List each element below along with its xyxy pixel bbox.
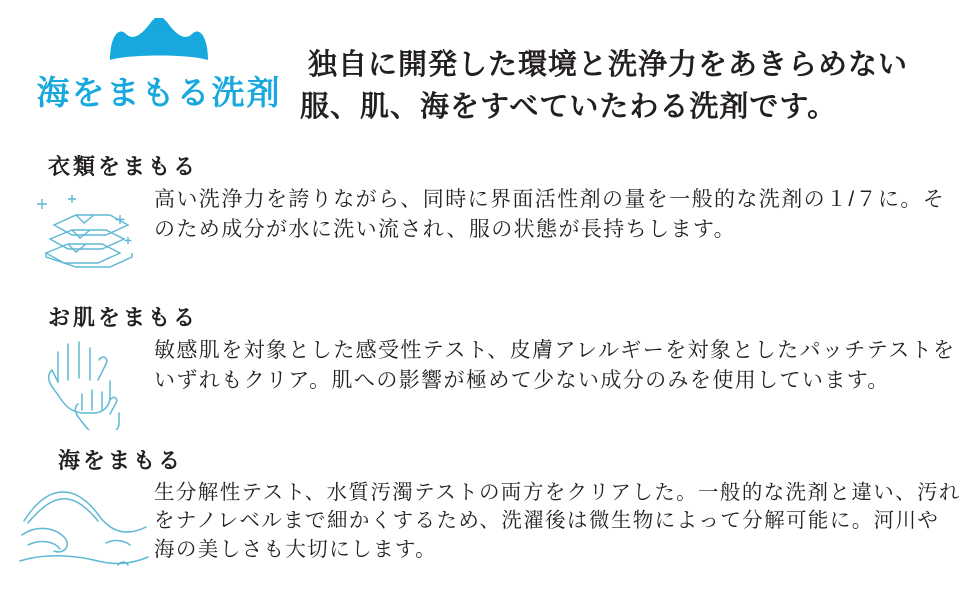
headline <box>300 44 965 128</box>
section-clothes-paragraph: 高い洗浄力を誇りながら、同時に界面活性剤の量を一般的な洗剤の１/７に。そのため成分が水に洗い流され、服の状態が長持ちします。 <box>154 188 946 241</box>
headline-line-1: 独自に開発した環境と洗浄力をあきらめない <box>308 49 909 81</box>
section-sea-text <box>154 477 961 564</box>
section-sea-body <box>14 477 961 573</box>
section-skin-title: お肌をまもる <box>48 305 199 330</box>
section-clothes-body <box>14 183 961 279</box>
crown-icon <box>14 18 304 71</box>
wave-mountain-icon <box>14 477 154 573</box>
section-skin <box>0 301 975 430</box>
headline-line-2: 服、肌、海をすべていたわる洗剤です。 <box>300 91 838 124</box>
hands-icon <box>14 334 154 430</box>
folded-shirts-icon <box>14 183 154 279</box>
header <box>0 0 975 150</box>
section-clothes <box>0 150 975 279</box>
section-clothes-title: 衣類をまもる <box>48 154 199 179</box>
section-skin-paragraph: 敏感肌を対象とした感受性テスト、皮膚アレルギーを対象としたパッチテストをいずれもクリア。肌への影響が極めて少ない成分のみを使用しています。 <box>154 339 956 392</box>
section-clothes-text <box>154 183 961 245</box>
brand-block <box>14 18 304 111</box>
section-sea-paragraph: 生分解性テスト、水質汚濁テストの両方をクリアした。一般的な洗剤と違い、汚れをナノレベルまで細かくするため、洗濯後は微生物によって分解可能に。河川や海の美しさも大切にします。 <box>154 481 961 561</box>
section-sea <box>0 444 975 573</box>
brand-name: 海をまもる洗剤 <box>36 74 282 111</box>
section-skin-body <box>14 334 961 430</box>
section-sea-title: 海をまもる <box>58 448 184 473</box>
section-skin-text <box>154 334 961 396</box>
